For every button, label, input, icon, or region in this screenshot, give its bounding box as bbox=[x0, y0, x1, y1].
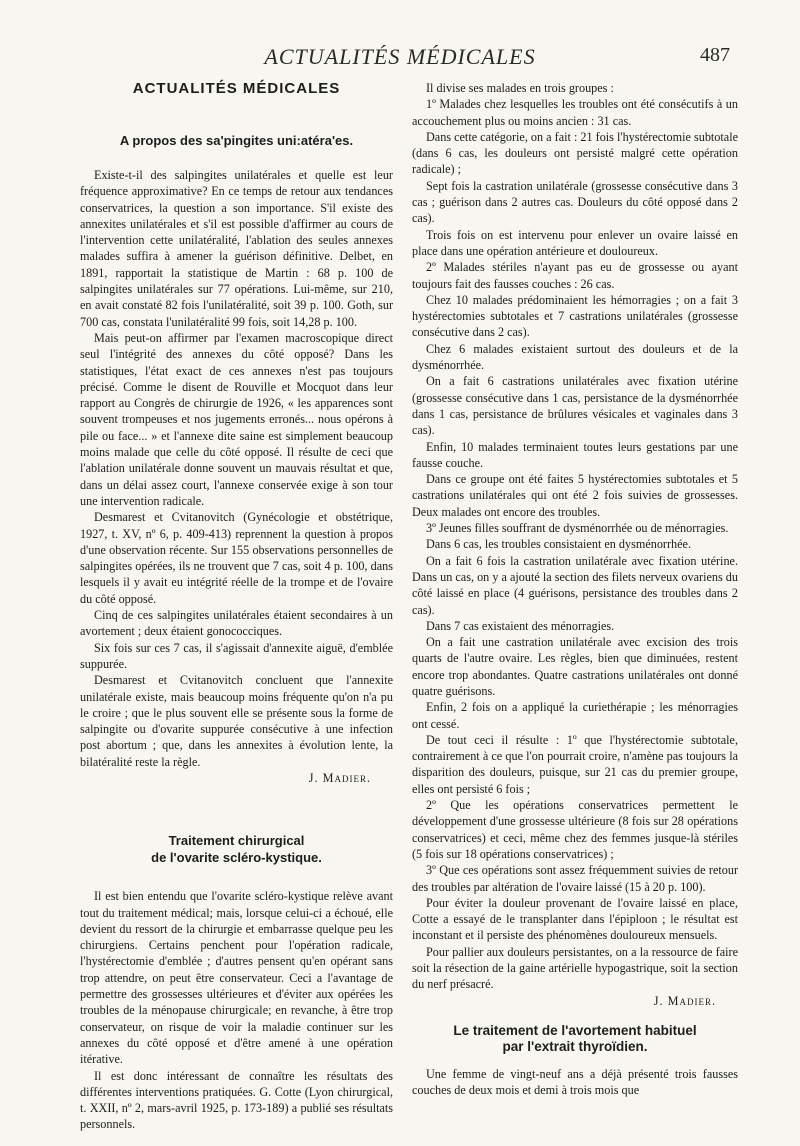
author-signature: J. Madier. bbox=[308, 770, 371, 785]
paragraph: Desmarest et Cvitanovitch (Gynécologie et obstétrique, 1927, t. XV, nº 6, p. 409-413) reprennent la question à propos d'une observation récente. Sur 155 observations personnelles de salpingites opérées, ils ne trouvent que 7 cas, soit 4 p. 100, dans lesquels il y avait eu intégrité réelle de la trompe et de l'ovaire du côté opposé. bbox=[80, 510, 393, 606]
paragraph: 2º Malades stériles n'ayant pas eu de grossesse ou ayant toujours fait des fausses couches : 26 cas. bbox=[412, 260, 738, 291]
paragraph: Cinq de ces salpingites unilatérales étaient secondaires à un avortement ; deux étaient gonococciques. bbox=[80, 608, 393, 639]
paragraph: Mais peut-on affirmer par l'examen macroscopique direct seul l'intégrité des annexes du côté opposé? Dans les statistiques, l'état exact de ces annexes n'est pas toujours précisé. Comme le disent de Rouville et Mocquot dans leur rapport au Congrès de chirurgie de 1926, « les apparences sont souvent trompeuses et nos jugements erronés... nous opérons à pile ou face... » et l'annexe dite saine est simplement beaucoup moins malade que celle du côté opposé. Il résulte de ceci que l'ablation unilatérale donne souvent un mauvais résultat et que, dans un délai assez court, l'annexe conservée exige à son tour une intervention radicale. bbox=[80, 330, 393, 508]
left-column bbox=[80, 80, 393, 1133]
article-title-ovarite bbox=[80, 832, 393, 866]
paragraph: Desmarest et Cvitanovitch concluent que l'annexite unilatérale existe, mais beaucoup moins fréquente qu'on n'a pu le croire ; que le plus souvent elle se présente sous la forme de salpingite ou d'ovarite suppurée consécutive à une infection post abortum ; que, dans les annexites à évolution lente, la bilatéralité reste la règle. bbox=[80, 673, 393, 769]
article-title-line: de l'ovarite scléro-kystique. bbox=[151, 850, 322, 866]
paragraph: Dans 7 cas existaient des ménorragies. bbox=[426, 618, 615, 633]
article-title-salpingites: A propos des sa'pingites uni:atéra'es. bbox=[119, 133, 354, 148]
paragraph: Six fois sur ces 7 cas, il s'agissait d'annexite aiguë, d'emblée suppurée. bbox=[80, 640, 393, 671]
section-spacer bbox=[80, 786, 393, 832]
right-column bbox=[412, 80, 738, 1098]
paragraph: Chez 10 malades prédominaient les hémorragies ; on a fait 3 hystérectomies subtotales et 7 castrations unilatérales (grossesse consécutive dans 2 cas). bbox=[412, 292, 738, 340]
paragraph: Sept fois la castration unilatérale (grossesse consécutive dans 3 cas ; guérison dans 2 autres cas. Douleurs du côté opposé dans 2 cas). bbox=[412, 178, 738, 226]
paragraph: Enfin, 10 malades terminaient toutes leurs gestations par une fausse couche. bbox=[412, 439, 738, 470]
paragraph: Une femme de vingt-neuf ans a déjà présenté trois fausses couches de deux mois et demi à trois mois que bbox=[412, 1066, 738, 1097]
paragraph: Chez 6 malades existaient surtout des douleurs et de la dysménorrhée. bbox=[412, 341, 738, 373]
article-title-line: Le traitement de l'avortement habituel bbox=[453, 1022, 697, 1038]
paragraph: Existe-t-il des salpingites unilatérales et quelle est leur fréquence approximative? En ce temps de retour aux tendances conservatrices, la question a son importance. S'il existe des annexites unilatérales et s'il est possible d'affirmer au cours de l'intervention cette unilatéralité, l'ablation des seules annexes malades suffira à amener la guérison définitive. Delbet, en 1891, rapportait la statistique de Martin : 68 p. 100 de salpingites unilatérales sur 77 opérations. Lui-même, sur 210, en avait constaté 82 fois l'unilatéralité, soit 39 p. 100. Goth, sur 700 cas, constata l'unilatéralité 99 fois, soit 14,28 p. 100. bbox=[80, 168, 393, 329]
paragraph: Dans 6 cas, les troubles consistaient en dysménorrhée. bbox=[426, 537, 692, 552]
paragraph: 3º Que ces opérations sont assez fréquemment suivies de retour des troubles par altération de l'ovaire laissé (15 à 20 p. 100). bbox=[412, 863, 738, 894]
paragraph: 3º Jeunes filles souffrant de dysménorrhée ou de ménorragies. bbox=[426, 521, 729, 536]
paragraph: On a fait 6 castrations unilatérales avec fixation utérine (grossesse consécutive dans 1 cas, persistance de la dysménorrhée dans 1 cas, persistance de brûlures vésicales et vaginales dans 3 cas). bbox=[412, 374, 738, 438]
paragraph: De tout ceci il résulte : 1º que l'hystérectomie subtotale, contrairement à ce que l'on pourrait croire, n'amène pas toujours la disparition des douleurs, puisque, sur 21 cas du premier groupe, elles ont persisté 6 fois ; bbox=[412, 732, 738, 796]
paragraph: Pour éviter la douleur provenant de l'ovaire laissé en place, Cotte a essayé de le transplanter dans l'épiploon ; le résultat est inconstant et il persiste des phénomènes douloureux mensuels. bbox=[412, 895, 738, 943]
paragraph: 1º Malades chez lesquelles les troubles ont été consécutifs à un accouchement plus ou moins ancien : 31 cas. bbox=[412, 97, 738, 128]
article-title-line: Traitement chirurgical bbox=[168, 833, 305, 849]
paragraph: On a fait 6 fois la castration unilatérale avec fixation utérine. Dans un cas, on y a ajouté la section des filets nerveux ovariens du côté laissé en place (4 guérisons, persistance des troubles dans 2 cas). bbox=[412, 553, 738, 617]
paragraph: Il divise ses malades en trois groupes : bbox=[426, 81, 614, 95]
article-title-avortement bbox=[412, 1023, 738, 1056]
article-title-line: par l'extrait thyroïdien. bbox=[502, 1039, 648, 1055]
paragraph: Enfin, 2 fois on a appliqué la curiethérapie ; les ménorragies ont cessé. bbox=[412, 700, 738, 731]
paragraph: Il est donc intéressant de connaître les résultats des différentes interventions pratiquées. G. Cotte (Lyon chirurgical, t. XXII, nº 2, mars-avril 1925, p. 173-189) a publié ses résultats personnels. bbox=[80, 1068, 393, 1132]
paragraph: On a fait une castration unilatérale avec excision des trois quarts de l'autre ovaire. Les règles, bien que diminuées, restent encore trop abondantes. Quatre castrations unilatérales ont donné quatre guérisons. bbox=[412, 635, 738, 698]
page-number: 487 bbox=[700, 44, 730, 66]
author-signature: J. Madier. bbox=[653, 993, 716, 1008]
paragraph: Dans cette catégorie, on a fait : 21 fois l'hystérectomie subtotale (dans 6 cas, les douleurs ont persisté malgré cette opération radicale) ; bbox=[412, 129, 738, 177]
paragraph: 2º Que les opérations conservatrices permettent le développement d'une grossesse ultérieure (8 fois sur 28 opérations conservatrices) et ceci, même chez des femmes jusque-là stériles (5 fois sur 18 opérations conservatrices) ; bbox=[412, 798, 738, 861]
running-header-title: ACTUALITÉS MÉDICALES bbox=[264, 44, 536, 69]
paragraph: Il est bien entendu que l'ovarite scléro-kystique relève avant tout du traitement médical; mais, lorsque celui-ci a échoué, elle devient du ressort de la chirurgie et embarrasse quelque peu les chirurgiens. Certains penchent pour l'opération radicale, l'hystérectomie d'emblée ; d'autres pensent qu'en opérant sans trop attendre, on peut être conservateur. Ceci a l'avantage de permettre des grossesses ultérieures et d'éviter aux opérées les troubles de la ménopause chirurgicale; en revanche, à être trop conservateur, on risque de voir la maladie continuer sur les annexes du côté opposé et d'être amené à une opération itérative. bbox=[80, 889, 393, 1067]
paragraph: Dans ce groupe ont été faites 5 hystérectomies subtotales et 5 castrations unilatérales qui ont été 2 fois suivies de grossesses. Deux malades ont encore des troubles. bbox=[412, 472, 738, 519]
paragraph: Pour pallier aux douleurs persistantes, on a la ressource de faire soit la résection de la gaine artérielle hypogastrique, soit la section du nerf présacré. bbox=[412, 944, 738, 992]
section-heading: ACTUALITÉS MÉDICALES bbox=[132, 80, 341, 97]
paragraph: Trois fois on est intervenu pour enlever un ovaire laissé en place dans une opération antérieure et douloureux. bbox=[412, 227, 738, 258]
